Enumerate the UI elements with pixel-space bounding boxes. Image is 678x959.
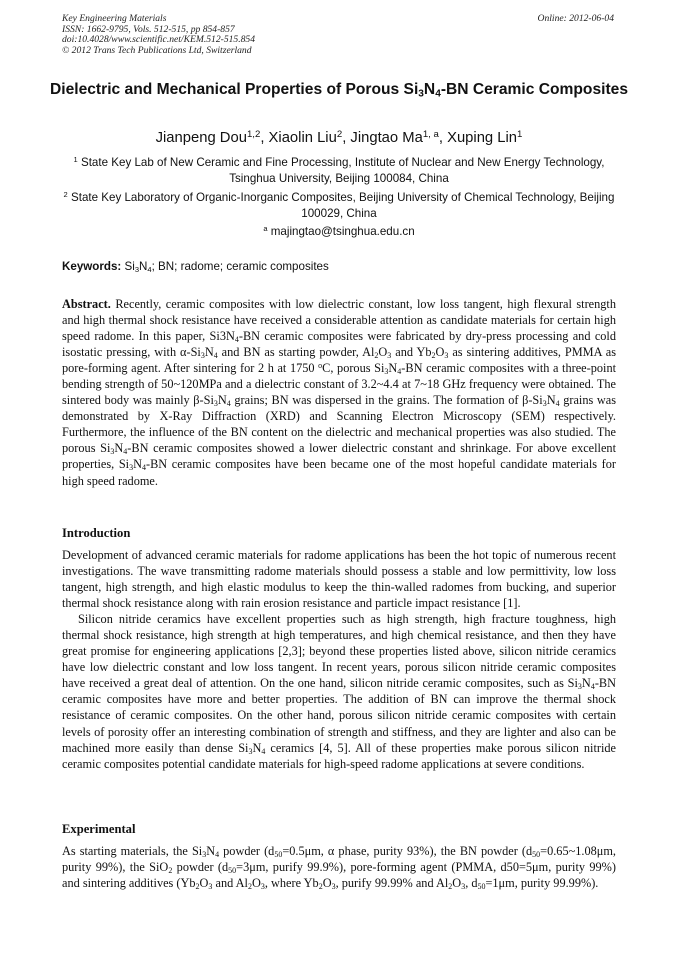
journal-header [62,14,614,56]
keywords-label: Keywords: [62,260,122,273]
online-date: Online: 2012-06-04 [537,13,614,24]
author-name: Jingtao Ma [350,130,423,146]
author-name: Xuping Lin [447,130,518,146]
journal-issn: ISSN: 1662-9795, Vols. 512-515, pp 854-857 [62,23,235,35]
abstract: Abstract. Recently, ceramic composites with low dielectric constant, low loss tangent, high flexural strength and high thermal shock resistance have received a considerable attention as candidate materials for certain high speed radome. In this paper, $Si3N_4-BN$ ceramic composites were fabricated by dry-press processing and cold isostatic pressing, with $\alpha-Si_3N_4$ and BN as starting powder, $Al_2O_3$ and $Yb_2O_3$ as sintering additives, PMMA as pore-forming agent. After sintering for 2 h at 1750 $^o$C, porous $Si_3N_4-BN$ ceramic composites with a three-point bending strength of 50~120MPa and a dielectric constant of 3.2~4.4 at 7~18 GHz frequency were obtained. The sintered body was mainly $\beta-Si_3N_4$ grains; BN was dispersed in the grains. The formation of $\beta-Si_3N_4$ grains was demonstrated by X-Ray Diffraction (XRD) and Scanning Electron Microscopy (SEM) respectively. Furthermore, the influence of the BN content on the dielectric and mechanical properties was also studied. The porous $Si_3N_4-BN$ ceramic composites showed a lower dielectric constant and shrinkage. For above excellent properties, $Si_3N_4-BN$ ceramic composites have been became one of the most hopeful candidate materials for high speed radome. [62,297,617,488]
experimental-paragraph: As starting materials, the $Si_3N_4$ powder ($d_{50}=0.5\mu m$, α phase, purity 93%), the BN powder ($d_{50}=0.65\sim 1.08\mu m$, purity 99%), the SiO$_2$ powder ($d_{50}=3\mu m$, purify 99.9%), pore-forming agent (PMMA, d50=5μm, purity 99%) and sintering additives ($Yb_2O_3$ and $Al_2O_3$, where $Yb_2O_3$, purify 99.99% and $Al_2O_3$, $d_{50}=1\mu m$, purity 99.99%). [62,844,616,892]
author-name: Jianpeng Dou [155,130,247,146]
introduction-paragraph-1: Development of advanced ceramic materials for radome applications has been the hot topic of numerous recent investigations. The wave transmitting radome materials should possess a stable and low permittivity, low loss tangent, high strength, and high elastic modulus to keep the thin-walled radomes from bucking, and superior thermal shock resistance along with rain erosion resistance and particle impact resistance [1]. [62,548,616,611]
author-name: Xiaolin Liu [268,130,337,146]
paper-title: Dielectric and Mechanical Properties of Porous $Si_3N_4-BN$ Ceramic Composites [49,81,628,100]
journal-copyright: © 2012 Trans Tech Publications Ltd, Switzerland [62,44,252,56]
affiliation-1: $^1$ State Key Lab of New Ceramic and Fine Processing, Institute of Nuclear and New Energy Technology, Tsinghua University, Beijing 100084, China [73,155,605,185]
introduction [62,547,616,772]
journal-doi: doi:10.4028/www.scientific.net/KEM.512-515.854 [62,34,256,46]
author-email: $^a$ majingtao@tsinghua.edu.cn [263,224,415,238]
introduction-heading: Introduction [62,526,131,540]
introduction-paragraph-2: Silicon nitride ceramics have excellent properties such as high strength, high fracture toughness, high thermal shock resistance, high strength at high temperatures, and high chemical resistance, and then they have great promise for engineering applications [2,3]; beyond these properties listed above, silicon nitride ceramics have low dielectric constant and low loss tangent. In recent years, porous silicon nitride ceramic composites have received a great deal of attention. On the one hand, silicon nitride ceramic composites, such as $Si_3N_4-BN$ ceramic composites have more and better properties. The addition of BN can improve the thermal shock resistance of ceramic composites. On the other hand, porous silicon nitride ceramic composites with certain levels of porosity offer an interesting combination of strength and stiffness, and they are lighter and also can be machined more easily than dense $Si_3N_4$ ceramics [4, 5]. All of these properties make porous silicon nitride ceramic composites potential candidate materials for high-speed radome applications at severe conditions. [62,612,616,771]
abstract-label: Abstract. [62,297,111,311]
affiliation-2: $^2$ State Key Laboratory of Organic-Inorganic Composites, Beijing University of Chemical Technology, Beijing 100029, China [63,190,615,220]
journal-name: Key Engineering Materials [62,13,167,24]
keywords: Keywords: $Si_3N_4$; BN; radome; ceramic composites [62,260,329,274]
experimental-heading: Experimental [62,822,136,836]
author-list: Jianpeng Dou$^{1,2}$, Xiaolin Liu$^2$, Jingtao Ma$^{1, a}$, Xuping Lin$^1$ [155,129,523,146]
